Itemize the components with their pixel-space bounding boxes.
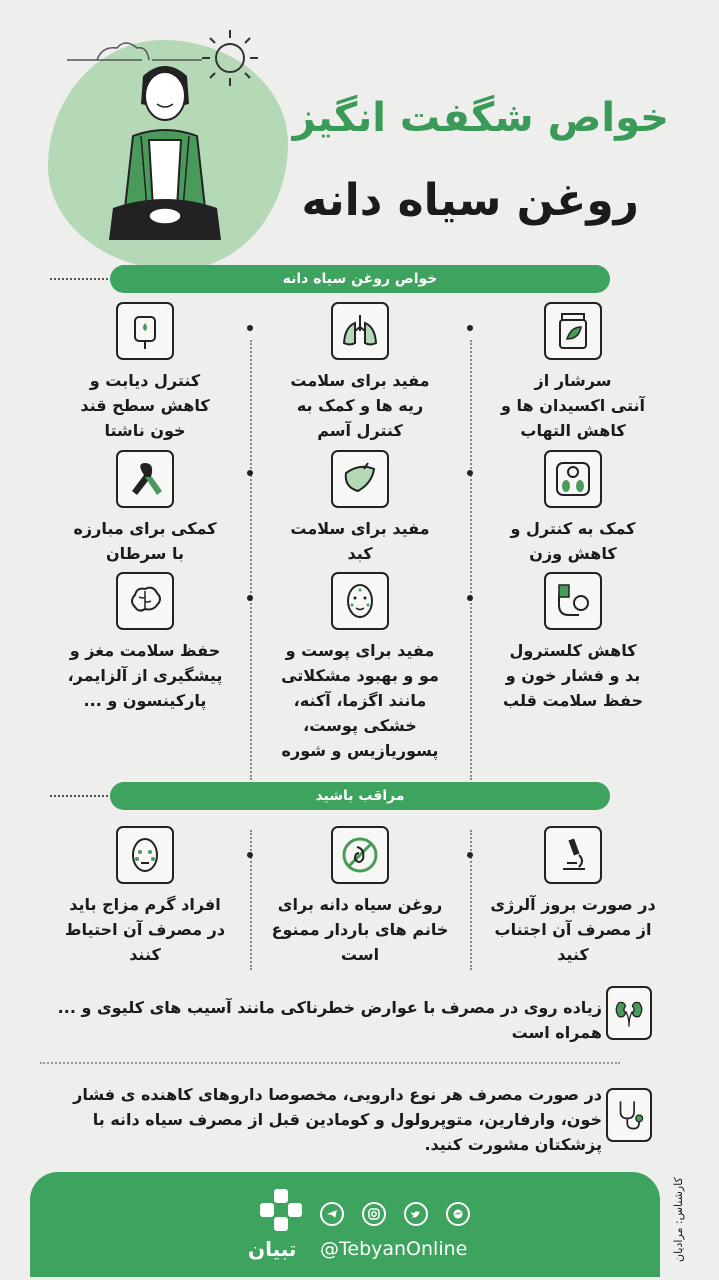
lungs-icon <box>331 302 389 360</box>
person-illustration <box>105 58 225 243</box>
tebyan-logo-icon <box>258 1187 304 1233</box>
cautions-section-title: مراقب باشید <box>110 782 610 810</box>
benefit-item <box>265 450 455 566</box>
benefit-label: مفید برای سلامت ریه ها و کمک به کنترل آسم <box>290 371 430 440</box>
microscope-icon <box>544 826 602 884</box>
messenger-icon[interactable] <box>446 1202 470 1226</box>
benefit-label: کاهش کلسترول بد و فشار خون و حفظ سلامت قلب <box>503 641 643 710</box>
kidney-warning-text: زیاده روی در مصرف با عوارض خطرناکی مانند آسیب های کلیوی و ... همراه است <box>57 998 602 1042</box>
benefit-item <box>478 450 668 566</box>
caution-label: افراد گرم مزاج باید در مصرف آن احتیاط کنند <box>64 895 226 964</box>
benefit-item <box>265 572 455 763</box>
column-divider <box>250 830 252 970</box>
liver-icon <box>331 450 389 508</box>
benefit-label: مفید برای سلامت کبد <box>290 519 430 563</box>
caution-item <box>50 826 240 967</box>
benefit-label: حفظ سلامت مغز و پیشگیری از آلزایمر، پارکینسون و ... <box>67 641 223 710</box>
caution-item <box>478 826 668 967</box>
kidney-icon <box>606 986 652 1040</box>
footer-bar <box>30 1172 660 1277</box>
scale-icon <box>544 450 602 508</box>
benefit-item <box>265 302 455 443</box>
stethoscope-icon <box>606 1088 652 1142</box>
benefit-item <box>478 572 668 713</box>
ribbon-icon <box>116 450 174 508</box>
twitter-icon[interactable] <box>404 1202 428 1226</box>
benefit-label: سرشار از آنتی اکسیدان ها و کاهش التهاب <box>501 371 645 440</box>
benefit-item <box>50 302 240 443</box>
author-credit: کارشناس: مرادیان <box>672 1177 685 1262</box>
telegram-icon[interactable] <box>320 1202 344 1226</box>
benefit-label: کنترل دیابت و کاهش سطح قند خون ناشتا <box>80 371 210 440</box>
column-divider <box>470 830 472 970</box>
pregnancy-icon <box>331 826 389 884</box>
column-divider <box>250 340 252 780</box>
caution-label: در صورت بروز آلرژی از مصرف آن اجتناب کنید <box>490 895 656 964</box>
title-line-1: خواص شگفت انگیز <box>292 95 669 141</box>
column-divider <box>470 340 472 780</box>
blood-pressure-icon <box>544 572 602 630</box>
iv-bag-icon <box>116 302 174 360</box>
cautions-section-header <box>50 782 610 810</box>
instagram-icon[interactable] <box>362 1202 386 1226</box>
benefit-item <box>50 572 240 713</box>
jar-leaf-icon <box>544 302 602 360</box>
benefit-item <box>478 302 668 443</box>
medication-warning-text: در صورت مصرف هر نوع دارویی، مخصوصا داروهای کاهنده ی فشار خون، وارفارین، متوپرولول و کومادین قبل از مصرف سیاه دانه با پزشکتان مشورت کنید. <box>73 1085 602 1154</box>
caution-item <box>265 826 455 967</box>
title-line-2: روغن سیاه دانه <box>301 175 639 226</box>
benefits-section-title: خواص روغن سیاه دانه <box>110 265 610 293</box>
hot-head-icon <box>116 826 174 884</box>
brain-icon <box>116 572 174 630</box>
brand-name: تبیان <box>248 1237 297 1261</box>
social-handle[interactable]: @TebyanOnline <box>320 1238 468 1260</box>
benefit-label: کمک به کنترل و کاهش وزن <box>510 519 636 563</box>
benefit-label: کمکی برای مبارزه با سرطان <box>73 519 217 563</box>
benefits-section-header <box>50 265 610 293</box>
benefit-item <box>50 450 240 566</box>
caution-label: روغن سیاه دانه برای خانم های باردار ممنوع است <box>271 895 449 964</box>
face-skin-icon <box>331 572 389 630</box>
benefit-label: مفید برای پوست و مو و بهبود مشکلاتی مانند اگزما، آکنه، خشکی پوست، پسوریازیس و شوره <box>281 641 439 760</box>
note-divider <box>40 1062 620 1064</box>
